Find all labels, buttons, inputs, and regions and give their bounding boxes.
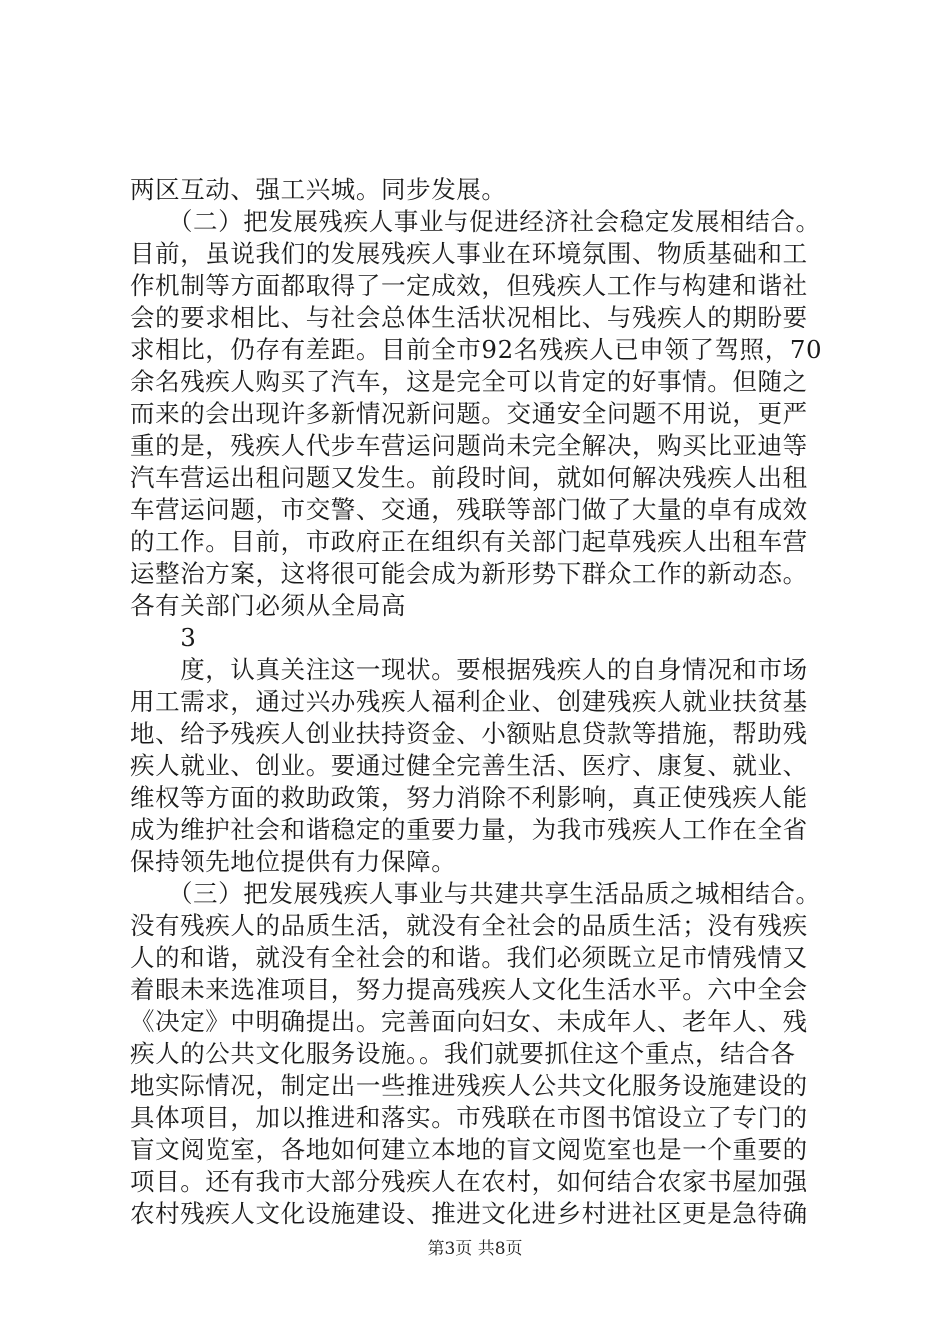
text-line: 作机制等方面都取得了一定成效，但残疾人工作与构建和谐社 [130,271,808,300]
text-line: 具体项目，加以推进和落实。市残联在市图书馆设立了专门的 [130,1103,808,1132]
text-line: （二）把发展残疾人事业与促进经济社会稳定发展相结合。 [130,207,821,236]
text-line: 余名残疾人购买了汽车，这是完全可以肯定的好事情。但随之 [130,367,808,396]
text-line: 盲文阅览室，各地如何建立本地的盲文阅览室也是一个重要的 [130,1135,808,1164]
text-line: （三）把发展残疾人事业与共建共享生活品质之城相结合。 [130,879,821,908]
text-line: 没有残疾人的品质生活，就没有全社会的品质生活；没有残疾 [130,911,808,940]
text-line: 《决定》中明确提出。完善面向妇女、未成年人、老年人、残 [130,1007,808,1036]
text-line: 而来的会出现许多新情况新问题。交通安全问题不用说，更严 [130,399,808,428]
text-line: 的工作。目前，市政府正在组织有关部门起草残疾人出租车营 [130,527,808,556]
text-line: 着眼未来选准项目，努力提高残疾人文化生活水平。六中全会 [130,975,808,1004]
text-line: 车营运问题，市交警、交通，残联等部门做了大量的卓有成效 [130,495,808,524]
text-line: 疾人的公共文化服务设施。。我们就要抓住这个重点，结合各 [130,1039,796,1068]
text-line: 求相比，仍存有差距。目前全市92名残疾人已申领了驾照，70 [130,335,823,364]
text-line: 会的要求相比、与社会总体生活状况相比、与残疾人的期盼要 [130,303,808,332]
text-line: 人的和谐，就没有全社会的和谐。我们必须既立足市情残情又 [130,943,808,972]
page-number-inline: 3 [130,623,197,652]
text-line: 保持领先地位提供有力保障。 [130,847,457,876]
text-line: 成为维护社会和谐稳定的重要力量，为我市残疾人工作在全省 [130,815,808,844]
text-line: 农村残疾人文化设施建设、推进文化进乡村进社区更是急待确 [130,1199,808,1228]
text-line: 目前，虽说我们的发展残疾人事业在环境氛围、物质基础和工 [130,239,808,268]
text-line: 运整治方案，这将很可能会成为新形势下群众工作的新动态。 [130,559,808,588]
text-line: 维权等方面的救助政策，努力消除不利影响，真正使残疾人能 [130,783,808,812]
text-line: 两区互动、强工兴城。同步发展。 [130,175,507,204]
page-footer: 第3页 共8页 [427,1239,523,1259]
text-line: 地、给予残疾人创业扶持资金、小额贴息贷款等措施，帮助残 [130,719,808,748]
text-line: 重的是，残疾人代步车营运问题尚未完全解决，购买比亚迪等 [130,431,808,460]
text-line: 地实际情况，制定出一些推进残疾人公共文化服务设施建设的 [130,1071,808,1100]
text-line: 汽车营运出租问题又发生。前段时间，就如何解决残疾人出租 [130,463,808,492]
text-line: 用工需求，通过兴办残疾人福利企业、创建残疾人就业扶贫基 [130,687,808,716]
text-line: 度，认真关注这一现状。要根据残疾人的自身情况和市场 [130,655,808,684]
text-line: 各有关部门必须从全局高 [130,591,407,620]
text-line: 疾人就业、创业。要通过健全完善生活、医疗、康复、就业、 [130,751,808,780]
text-line: 项目。还有我市大部分残疾人在农村，如何结合农家书屋加强 [130,1167,808,1196]
